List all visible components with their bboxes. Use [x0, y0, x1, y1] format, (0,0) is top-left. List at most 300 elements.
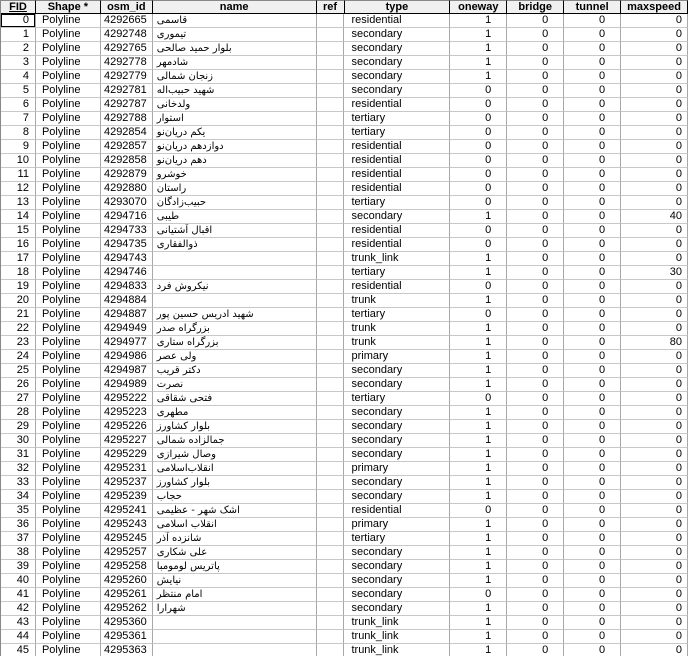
- cell-fid[interactable]: 25: [1, 364, 36, 378]
- cell-oneway[interactable]: 1: [450, 350, 507, 364]
- cell-shape[interactable]: Polyline: [36, 602, 101, 616]
- cell-tunnel[interactable]: 0: [564, 112, 621, 126]
- cell-bridge[interactable]: 0: [507, 336, 564, 350]
- cell-oneway[interactable]: 1: [450, 266, 507, 280]
- cell-osm-id[interactable]: 4295226: [101, 420, 153, 434]
- cell-shape[interactable]: Polyline: [36, 168, 101, 182]
- cell-tunnel[interactable]: 0: [564, 504, 621, 518]
- cell-fid[interactable]: 27: [1, 392, 36, 406]
- cell-maxspeed[interactable]: 0: [621, 490, 688, 504]
- cell-type[interactable]: primary: [344, 462, 450, 476]
- cell-osm-id[interactable]: 4295223: [101, 406, 153, 420]
- cell-shape[interactable]: Polyline: [36, 140, 101, 154]
- cell-ref[interactable]: [317, 308, 345, 322]
- cell-fid[interactable]: 5: [1, 84, 36, 98]
- cell-ref[interactable]: [317, 126, 345, 140]
- cell-shape[interactable]: Polyline: [36, 126, 101, 140]
- column-header-type[interactable]: type: [345, 0, 451, 14]
- cell-osm-id[interactable]: 4295257: [101, 546, 153, 560]
- cell-tunnel[interactable]: 0: [564, 630, 621, 644]
- cell-ref[interactable]: [317, 490, 345, 504]
- cell-fid[interactable]: 9: [1, 140, 36, 154]
- cell-osm-id[interactable]: 4295222: [101, 392, 153, 406]
- cell-shape[interactable]: Polyline: [36, 532, 101, 546]
- cell-type[interactable]: secondary: [344, 84, 450, 98]
- cell-ref[interactable]: [317, 294, 345, 308]
- cell-fid[interactable]: 39: [1, 560, 36, 574]
- cell-shape[interactable]: Polyline: [36, 84, 101, 98]
- table-row[interactable]: [1, 210, 688, 224]
- cell-oneway[interactable]: 0: [450, 308, 507, 322]
- cell-name[interactable]: جمالزاده شمالی: [153, 434, 317, 448]
- cell-maxspeed[interactable]: 0: [621, 42, 688, 56]
- cell-name[interactable]: دکتر قریب: [153, 364, 317, 378]
- cell-osm-id[interactable]: 4294986: [101, 350, 153, 364]
- cell-osm-id[interactable]: 4294949: [101, 322, 153, 336]
- cell-type[interactable]: tertiary: [344, 532, 450, 546]
- cell-tunnel[interactable]: 0: [564, 294, 621, 308]
- cell-name[interactable]: مطهری: [153, 406, 317, 420]
- cell-shape[interactable]: Polyline: [36, 210, 101, 224]
- cell-osm-id[interactable]: 4294833: [101, 280, 153, 294]
- cell-osm-id[interactable]: 4295231: [101, 462, 153, 476]
- cell-shape[interactable]: Polyline: [36, 490, 101, 504]
- cell-bridge[interactable]: 0: [507, 644, 564, 656]
- cell-name[interactable]: دوازدهم دریان‌نو: [153, 140, 317, 154]
- cell-tunnel[interactable]: 0: [564, 518, 621, 532]
- cell-ref[interactable]: [317, 546, 345, 560]
- cell-bridge[interactable]: 0: [507, 406, 564, 420]
- cell-ref[interactable]: [317, 588, 345, 602]
- cell-name[interactable]: حجاب: [153, 490, 317, 504]
- cell-osm-id[interactable]: 4295363: [101, 644, 153, 656]
- cell-bridge[interactable]: 0: [507, 420, 564, 434]
- cell-type[interactable]: secondary: [344, 434, 450, 448]
- cell-ref[interactable]: [317, 476, 345, 490]
- table-row[interactable]: [1, 14, 688, 28]
- cell-type[interactable]: secondary: [344, 378, 450, 392]
- cell-maxspeed[interactable]: 0: [621, 378, 688, 392]
- table-row[interactable]: [1, 560, 688, 574]
- cell-oneway[interactable]: 1: [450, 70, 507, 84]
- cell-ref[interactable]: [317, 392, 345, 406]
- cell-oneway[interactable]: 1: [450, 644, 507, 656]
- cell-maxspeed[interactable]: 0: [621, 182, 688, 196]
- table-row[interactable]: [1, 546, 688, 560]
- cell-oneway[interactable]: 0: [450, 224, 507, 238]
- cell-bridge[interactable]: 0: [507, 392, 564, 406]
- cell-fid[interactable]: 20: [1, 294, 36, 308]
- cell-type[interactable]: residential: [344, 140, 450, 154]
- cell-osm-id[interactable]: 4294884: [101, 294, 153, 308]
- cell-bridge[interactable]: 0: [507, 574, 564, 588]
- cell-fid[interactable]: 12: [1, 182, 36, 196]
- cell-name[interactable]: [153, 294, 317, 308]
- table-row[interactable]: [1, 364, 688, 378]
- cell-ref[interactable]: [317, 406, 345, 420]
- cell-maxspeed[interactable]: 30: [621, 266, 688, 280]
- cell-osm-id[interactable]: 4295241: [101, 504, 153, 518]
- cell-maxspeed[interactable]: 0: [621, 630, 688, 644]
- cell-name[interactable]: تیموری: [153, 28, 317, 42]
- cell-shape[interactable]: Polyline: [36, 588, 101, 602]
- cell-osm-id[interactable]: 4295261: [101, 588, 153, 602]
- cell-oneway[interactable]: 1: [450, 546, 507, 560]
- cell-name[interactable]: [153, 644, 317, 656]
- cell-shape[interactable]: Polyline: [36, 574, 101, 588]
- cell-bridge[interactable]: 0: [507, 476, 564, 490]
- cell-osm-id[interactable]: 4295361: [101, 630, 153, 644]
- cell-name[interactable]: اقبال آشتیانی: [153, 224, 317, 238]
- cell-ref[interactable]: [317, 644, 345, 656]
- cell-type[interactable]: secondary: [344, 588, 450, 602]
- cell-shape[interactable]: Polyline: [36, 434, 101, 448]
- cell-ref[interactable]: [317, 238, 345, 252]
- table-row[interactable]: [1, 336, 688, 350]
- cell-type[interactable]: residential: [344, 238, 450, 252]
- cell-name[interactable]: بلوار حمید صالحی: [153, 42, 317, 56]
- cell-shape[interactable]: Polyline: [36, 560, 101, 574]
- cell-tunnel[interactable]: 0: [564, 28, 621, 42]
- cell-shape[interactable]: Polyline: [36, 154, 101, 168]
- cell-bridge[interactable]: 0: [507, 56, 564, 70]
- cell-maxspeed[interactable]: 0: [621, 308, 688, 322]
- cell-fid[interactable]: 7: [1, 112, 36, 126]
- cell-maxspeed[interactable]: 0: [621, 462, 688, 476]
- column-header-shape[interactable]: Shape *: [36, 0, 101, 14]
- cell-tunnel[interactable]: 0: [564, 434, 621, 448]
- cell-ref[interactable]: [317, 560, 345, 574]
- cell-tunnel[interactable]: 0: [564, 266, 621, 280]
- cell-bridge[interactable]: 0: [507, 210, 564, 224]
- cell-bridge[interactable]: 0: [507, 490, 564, 504]
- cell-type[interactable]: tertiary: [344, 266, 450, 280]
- cell-type[interactable]: secondary: [344, 364, 450, 378]
- cell-tunnel[interactable]: 0: [564, 98, 621, 112]
- cell-ref[interactable]: [317, 322, 345, 336]
- column-header-oneway[interactable]: oneway: [450, 0, 507, 14]
- cell-type[interactable]: secondary: [344, 70, 450, 84]
- cell-ref[interactable]: [317, 84, 345, 98]
- cell-ref[interactable]: [317, 42, 345, 56]
- cell-fid[interactable]: 34: [1, 490, 36, 504]
- cell-maxspeed[interactable]: 0: [621, 392, 688, 406]
- cell-shape[interactable]: Polyline: [36, 280, 101, 294]
- cell-type[interactable]: tertiary: [344, 392, 450, 406]
- cell-tunnel[interactable]: 0: [564, 616, 621, 630]
- cell-fid[interactable]: 28: [1, 406, 36, 420]
- cell-fid[interactable]: 8: [1, 126, 36, 140]
- cell-name[interactable]: [153, 252, 317, 266]
- cell-type[interactable]: trunk_link: [344, 252, 450, 266]
- cell-ref[interactable]: [317, 420, 345, 434]
- cell-oneway[interactable]: 1: [450, 490, 507, 504]
- cell-bridge[interactable]: 0: [507, 126, 564, 140]
- cell-name[interactable]: بزرگراه ستاری: [153, 336, 317, 350]
- cell-osm-id[interactable]: 4292765: [101, 42, 153, 56]
- cell-ref[interactable]: [317, 378, 345, 392]
- cell-tunnel[interactable]: 0: [564, 560, 621, 574]
- cell-name[interactable]: بزرگراه صدر: [153, 322, 317, 336]
- cell-oneway[interactable]: 1: [450, 602, 507, 616]
- cell-maxspeed[interactable]: 0: [621, 322, 688, 336]
- cell-type[interactable]: secondary: [344, 420, 450, 434]
- cell-maxspeed[interactable]: 0: [621, 588, 688, 602]
- cell-type[interactable]: secondary: [344, 546, 450, 560]
- cell-name[interactable]: [153, 266, 317, 280]
- cell-osm-id[interactable]: 4294743: [101, 252, 153, 266]
- cell-ref[interactable]: [317, 56, 345, 70]
- cell-type[interactable]: residential: [344, 98, 450, 112]
- cell-fid[interactable]: 44: [1, 630, 36, 644]
- cell-fid[interactable]: 24: [1, 350, 36, 364]
- cell-bridge[interactable]: 0: [507, 294, 564, 308]
- cell-fid[interactable]: 26: [1, 378, 36, 392]
- cell-bridge[interactable]: 0: [507, 168, 564, 182]
- cell-oneway[interactable]: 1: [450, 420, 507, 434]
- cell-name[interactable]: دهم دریان‌نو: [153, 154, 317, 168]
- cell-type[interactable]: primary: [344, 518, 450, 532]
- cell-type[interactable]: trunk: [344, 336, 450, 350]
- cell-maxspeed[interactable]: 0: [621, 420, 688, 434]
- cell-name[interactable]: اشک شهر - عظیمی: [153, 504, 317, 518]
- cell-fid[interactable]: 29: [1, 420, 36, 434]
- table-row[interactable]: [1, 574, 688, 588]
- cell-oneway[interactable]: 0: [450, 154, 507, 168]
- cell-osm-id[interactable]: 4295258: [101, 560, 153, 574]
- table-row[interactable]: [1, 322, 688, 336]
- cell-fid[interactable]: 33: [1, 476, 36, 490]
- cell-type[interactable]: trunk_link: [344, 630, 450, 644]
- cell-fid[interactable]: 14: [1, 210, 36, 224]
- table-row[interactable]: [1, 196, 688, 210]
- cell-bridge[interactable]: 0: [507, 70, 564, 84]
- table-row[interactable]: [1, 350, 688, 364]
- cell-fid[interactable]: 37: [1, 532, 36, 546]
- cell-shape[interactable]: Polyline: [36, 476, 101, 490]
- cell-maxspeed[interactable]: 0: [621, 518, 688, 532]
- cell-bridge[interactable]: 0: [507, 238, 564, 252]
- cell-shape[interactable]: Polyline: [36, 350, 101, 364]
- cell-oneway[interactable]: 0: [450, 140, 507, 154]
- cell-tunnel[interactable]: 0: [564, 14, 621, 28]
- cell-type[interactable]: residential: [344, 224, 450, 238]
- cell-maxspeed[interactable]: 0: [621, 644, 688, 656]
- cell-osm-id[interactable]: 4295360: [101, 616, 153, 630]
- cell-fid[interactable]: 6: [1, 98, 36, 112]
- cell-maxspeed[interactable]: 40: [621, 210, 688, 224]
- cell-ref[interactable]: [317, 140, 345, 154]
- cell-fid[interactable]: 15: [1, 224, 36, 238]
- cell-osm-id[interactable]: 4292665: [101, 14, 153, 28]
- cell-oneway[interactable]: 1: [450, 462, 507, 476]
- cell-maxspeed[interactable]: 80: [621, 336, 688, 350]
- table-row[interactable]: [1, 476, 688, 490]
- cell-name[interactable]: شادمهر: [153, 56, 317, 70]
- cell-osm-id[interactable]: 4292778: [101, 56, 153, 70]
- cell-tunnel[interactable]: 0: [564, 224, 621, 238]
- cell-osm-id[interactable]: 4294716: [101, 210, 153, 224]
- cell-bridge[interactable]: 0: [507, 252, 564, 266]
- cell-bridge[interactable]: 0: [507, 196, 564, 210]
- cell-bridge[interactable]: 0: [507, 280, 564, 294]
- cell-name[interactable]: قاسمی: [153, 14, 317, 28]
- cell-oneway[interactable]: 1: [450, 322, 507, 336]
- cell-shape[interactable]: Polyline: [36, 378, 101, 392]
- cell-ref[interactable]: [317, 182, 345, 196]
- cell-fid[interactable]: 23: [1, 336, 36, 350]
- cell-osm-id[interactable]: 4292857: [101, 140, 153, 154]
- cell-bridge[interactable]: 0: [507, 602, 564, 616]
- cell-ref[interactable]: [317, 504, 345, 518]
- table-row[interactable]: [1, 630, 688, 644]
- cell-ref[interactable]: [317, 252, 345, 266]
- cell-oneway[interactable]: 1: [450, 476, 507, 490]
- cell-tunnel[interactable]: 0: [564, 42, 621, 56]
- cell-maxspeed[interactable]: 0: [621, 112, 688, 126]
- cell-bridge[interactable]: 0: [507, 266, 564, 280]
- cell-shape[interactable]: Polyline: [36, 448, 101, 462]
- cell-type[interactable]: residential: [344, 182, 450, 196]
- cell-ref[interactable]: [317, 154, 345, 168]
- cell-ref[interactable]: [317, 210, 345, 224]
- cell-shape[interactable]: Polyline: [36, 308, 101, 322]
- cell-osm-id[interactable]: 4295237: [101, 476, 153, 490]
- cell-bridge[interactable]: 0: [507, 378, 564, 392]
- cell-type[interactable]: trunk: [344, 322, 450, 336]
- table-row[interactable]: [1, 280, 688, 294]
- cell-name[interactable]: یکم دریان‌نو: [153, 126, 317, 140]
- cell-type[interactable]: residential: [344, 14, 450, 28]
- cell-maxspeed[interactable]: 0: [621, 504, 688, 518]
- cell-osm-id[interactable]: 4292879: [101, 168, 153, 182]
- cell-bridge[interactable]: 0: [507, 588, 564, 602]
- cell-ref[interactable]: [317, 532, 345, 546]
- cell-shape[interactable]: Polyline: [36, 28, 101, 42]
- cell-type[interactable]: secondary: [344, 602, 450, 616]
- table-row[interactable]: [1, 448, 688, 462]
- cell-type[interactable]: residential: [344, 168, 450, 182]
- cell-ref[interactable]: [317, 448, 345, 462]
- cell-tunnel[interactable]: 0: [564, 140, 621, 154]
- cell-oneway[interactable]: 0: [450, 238, 507, 252]
- cell-oneway[interactable]: 1: [450, 574, 507, 588]
- table-row[interactable]: [1, 434, 688, 448]
- cell-bridge[interactable]: 0: [507, 434, 564, 448]
- cell-tunnel[interactable]: 0: [564, 336, 621, 350]
- cell-shape[interactable]: Polyline: [36, 98, 101, 112]
- cell-fid[interactable]: 22: [1, 322, 36, 336]
- cell-osm-id[interactable]: 4292787: [101, 98, 153, 112]
- cell-tunnel[interactable]: 0: [564, 476, 621, 490]
- cell-name[interactable]: طیبی: [153, 210, 317, 224]
- cell-osm-id[interactable]: 4295239: [101, 490, 153, 504]
- cell-bridge[interactable]: 0: [507, 518, 564, 532]
- cell-shape[interactable]: Polyline: [36, 42, 101, 56]
- cell-shape[interactable]: Polyline: [36, 462, 101, 476]
- cell-shape[interactable]: Polyline: [36, 294, 101, 308]
- cell-fid[interactable]: 41: [1, 588, 36, 602]
- table-row[interactable]: [1, 406, 688, 420]
- table-row[interactable]: [1, 140, 688, 154]
- cell-type[interactable]: tertiary: [344, 308, 450, 322]
- cell-osm-id[interactable]: 4294989: [101, 378, 153, 392]
- cell-osm-id[interactable]: 4294887: [101, 308, 153, 322]
- cell-fid[interactable]: 40: [1, 574, 36, 588]
- cell-name[interactable]: خوشرو: [153, 168, 317, 182]
- cell-osm-id[interactable]: 4294977: [101, 336, 153, 350]
- cell-bridge[interactable]: 0: [507, 112, 564, 126]
- cell-tunnel[interactable]: 0: [564, 532, 621, 546]
- cell-oneway[interactable]: 1: [450, 518, 507, 532]
- cell-fid[interactable]: 11: [1, 168, 36, 182]
- table-row[interactable]: [1, 70, 688, 84]
- cell-type[interactable]: primary: [344, 350, 450, 364]
- cell-maxspeed[interactable]: 0: [621, 532, 688, 546]
- table-row[interactable]: [1, 42, 688, 56]
- cell-fid[interactable]: 31: [1, 448, 36, 462]
- cell-oneway[interactable]: 0: [450, 392, 507, 406]
- cell-ref[interactable]: [317, 434, 345, 448]
- cell-maxspeed[interactable]: 0: [621, 154, 688, 168]
- cell-osm-id[interactable]: 4292748: [101, 28, 153, 42]
- cell-fid[interactable]: 36: [1, 518, 36, 532]
- cell-oneway[interactable]: 1: [450, 616, 507, 630]
- cell-fid[interactable]: 3: [1, 56, 36, 70]
- cell-name[interactable]: نیکروش فرد: [153, 280, 317, 294]
- cell-oneway[interactable]: 1: [450, 560, 507, 574]
- cell-oneway[interactable]: 0: [450, 126, 507, 140]
- cell-bridge[interactable]: 0: [507, 140, 564, 154]
- cell-tunnel[interactable]: 0: [564, 574, 621, 588]
- table-row[interactable]: [1, 644, 688, 656]
- cell-fid[interactable]: 19: [1, 280, 36, 294]
- cell-bridge[interactable]: 0: [507, 448, 564, 462]
- cell-bridge[interactable]: 0: [507, 98, 564, 112]
- cell-shape[interactable]: Polyline: [36, 224, 101, 238]
- cell-osm-id[interactable]: 4295227: [101, 434, 153, 448]
- cell-maxspeed[interactable]: 0: [621, 238, 688, 252]
- cell-maxspeed[interactable]: 0: [621, 196, 688, 210]
- cell-fid[interactable]: 38: [1, 546, 36, 560]
- cell-bridge[interactable]: 0: [507, 154, 564, 168]
- cell-ref[interactable]: [317, 112, 345, 126]
- table-row[interactable]: [1, 490, 688, 504]
- cell-tunnel[interactable]: 0: [564, 56, 621, 70]
- cell-tunnel[interactable]: 0: [564, 308, 621, 322]
- cell-oneway[interactable]: 1: [450, 630, 507, 644]
- cell-ref[interactable]: [317, 602, 345, 616]
- cell-name[interactable]: انقلاب اسلامی: [153, 518, 317, 532]
- cell-bridge[interactable]: 0: [507, 42, 564, 56]
- table-row[interactable]: [1, 518, 688, 532]
- cell-shape[interactable]: Polyline: [36, 364, 101, 378]
- table-row[interactable]: [1, 252, 688, 266]
- cell-bridge[interactable]: 0: [507, 630, 564, 644]
- cell-maxspeed[interactable]: 0: [621, 14, 688, 28]
- cell-tunnel[interactable]: 0: [564, 84, 621, 98]
- table-row[interactable]: [1, 168, 688, 182]
- cell-name[interactable]: ولی عصر: [153, 350, 317, 364]
- cell-oneway[interactable]: 1: [450, 434, 507, 448]
- cell-osm-id[interactable]: 4295229: [101, 448, 153, 462]
- cell-tunnel[interactable]: 0: [564, 168, 621, 182]
- cell-type[interactable]: secondary: [344, 560, 450, 574]
- cell-name[interactable]: بلوار کشاورز: [153, 476, 317, 490]
- cell-shape[interactable]: Polyline: [36, 70, 101, 84]
- cell-ref[interactable]: [317, 518, 345, 532]
- column-header-bridge[interactable]: bridge: [507, 0, 564, 14]
